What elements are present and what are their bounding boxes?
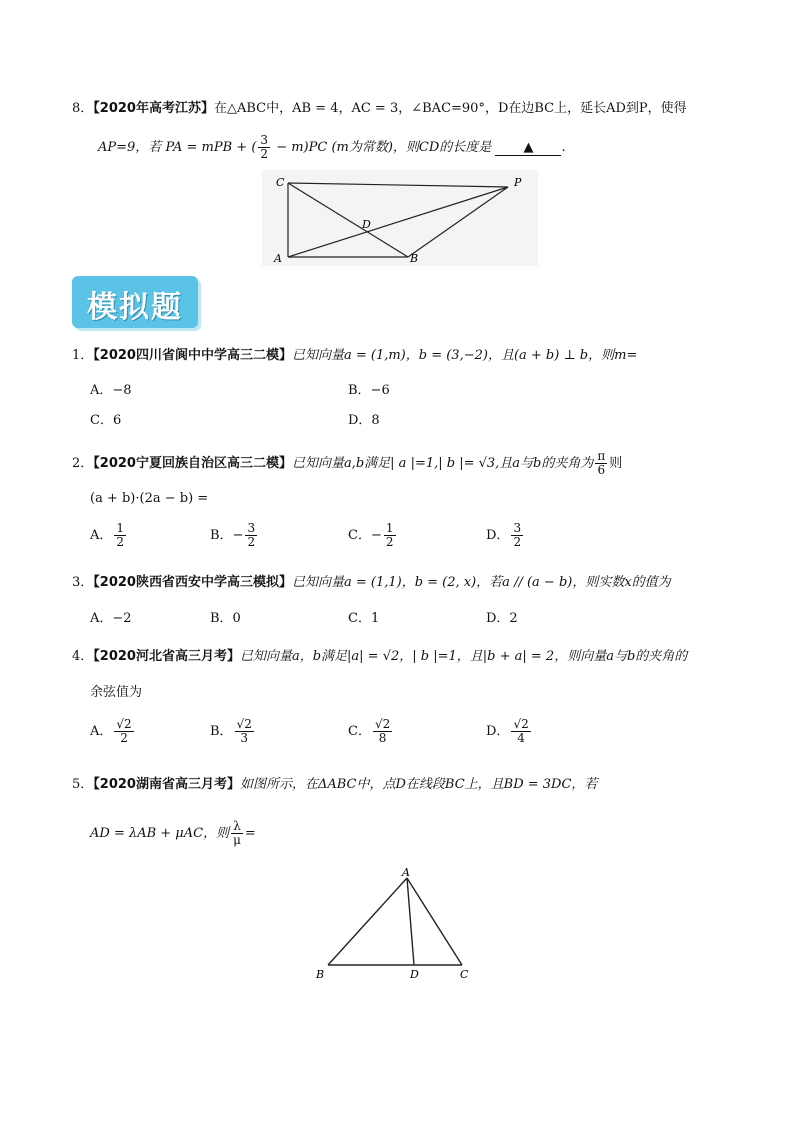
q1-option-a[interactable]: A．−8 <box>90 383 132 398</box>
q5-edge-ab <box>328 878 407 965</box>
q2-option-b[interactable]: B．− $\frac{3}{2}$ <box>210 521 256 549</box>
q3-option-d[interactable]: D．2 <box>486 611 518 626</box>
q2-angle-fraction: $\frac{\pi}{6}$ <box>597 449 606 477</box>
q8-fraction: $\frac{3}{2}$ <box>260 133 269 161</box>
q1-option-b[interactable]: B．−6 <box>348 383 390 398</box>
q8-text-a: AP=9，若 <box>98 140 162 155</box>
q2-stem: 2．【2020宁夏回族自治区高三二模】已知向量a,b满足| a |=1,| b |= √3,且a与b的夹角为 $\frac{\pi}{6}$ 则 <box>72 449 623 477</box>
q2-text: 已知向量a,b满足| a |=1,| b |= √3,且a与b的夹角为 <box>291 456 594 471</box>
q3-option-b[interactable]: B．0 <box>210 611 241 626</box>
q8-answer-blank <box>495 141 561 156</box>
q4-option-b[interactable]: B． $\frac{√2}{3}$ <box>210 717 252 745</box>
q2-expression: (a + b)·(2a − b) = <box>90 491 209 506</box>
q5-line2: AD = λAB + μAC，则 $\frac{\lambda}{\mu}$ = <box>90 819 256 847</box>
q5-label-a: A <box>402 866 410 879</box>
q8-text: 在△ABC中，AB = 4，AC = 3，∠BAC=90°，D在边BC上，延长AD到P，使得 <box>213 101 687 116</box>
q5-source: 【2020湖南省高三月考】 <box>93 777 240 792</box>
q2-option-a[interactable]: A． $\frac{1}{2}$ <box>90 521 125 549</box>
q8-label-c: C <box>276 176 285 189</box>
q4-option-d[interactable]: D． $\frac{√2}{4}$ <box>486 717 529 745</box>
q5-stem: 5．【2020湖南省高三月考】如图所示，在ΔABC中，点D在线段BC上，且BD = 3DC，若 <box>72 777 598 792</box>
q3-source: 【2020陕西省西安中学高三模拟】 <box>93 575 292 590</box>
q8-label-b: B <box>410 252 419 265</box>
q5-vector-eq: AD = λAB + μAC，则 <box>90 826 230 841</box>
q5-label-d: D <box>410 968 419 981</box>
q4-option-a[interactable]: A． $\frac{√2}{2}$ <box>90 717 132 745</box>
q5-label-b: B <box>316 968 325 981</box>
q3-text: 已知向量a = (1,1)，b = (2, x)，若a // (a − b)，则实数x的值为 <box>291 575 671 590</box>
q8-number: 8． <box>72 101 94 116</box>
triangle-marker-icon: ▲ <box>523 140 534 155</box>
q1-option-d[interactable]: D．8 <box>348 413 380 428</box>
q8-label-p: P <box>514 176 522 189</box>
q8-figure <box>262 170 538 266</box>
q8-text-e: − m)PC (m为常数)，则CD的长度是 <box>272 140 492 155</box>
q5-ratio-fraction: $\frac{\lambda}{\mu}$ <box>233 819 241 847</box>
q4-source: 【2020河北省高三月考】 <box>93 649 240 664</box>
q2-option-c[interactable]: C．− $\frac{1}{2}$ <box>348 521 394 549</box>
q5-segment-ad <box>407 878 414 965</box>
q1-stem: 1．【2020四川省阆中中学高三二模】已知向量a = (1,m)，b = (3,−2)，且(a + b) ⊥ b，则m= <box>72 348 638 363</box>
q8-line1 <box>72 100 687 118</box>
q8-label-a: A <box>274 252 282 265</box>
q8-vector-eq: PA = mPB + ( <box>165 140 257 155</box>
q5-label-c: C <box>460 968 469 981</box>
q8-line2: AP=9，若 PA = mPB + ( $\frac{3}{2}$ − m)PC (m为常数)，则CD的长度是 ▲ . <box>98 133 566 161</box>
section-badge-label: 模拟题 <box>87 290 183 325</box>
q8-label-d: D <box>362 218 371 231</box>
section-badge <box>72 276 198 328</box>
q3-stem: 3．【2020陕西省西安中学高三模拟】已知向量a = (1,1)，b = (2, x)，若a // (a − b)，则实数x的值为 <box>72 575 671 590</box>
q5-edge-ac <box>407 878 462 965</box>
q4-option-c[interactable]: C． $\frac{√2}{8}$ <box>348 717 391 745</box>
q4-text: 已知向量a，b满足|a| = √2，| b |=1，且|b + a| = 2，则向量a与b的夹角的 <box>239 649 688 664</box>
q1-option-c[interactable]: C．6 <box>90 413 122 428</box>
q3-option-a[interactable]: A．−2 <box>90 611 132 626</box>
q5-text: 如图所示，在ΔABC中，点D在线段BC上，且BD = 3DC，若 <box>239 777 598 792</box>
q3-option-c[interactable]: C．1 <box>348 611 380 626</box>
q4-stem: 4．【2020河北省高三月考】已知向量a，b满足|a| = √2，| b |=1，且|b + a| = 2，则向量a与b的夹角的 <box>72 649 688 664</box>
q2-source: 【2020宁夏回族自治区高三二模】 <box>93 456 292 471</box>
q5-figure <box>310 866 480 986</box>
q8-source: 【2020年高考江苏】 <box>93 101 214 116</box>
q1-text: 已知向量a = (1,m)，b = (3,−2)，且(a + b) ⊥ b，则m= <box>291 348 638 363</box>
q2-option-d[interactable]: D． $\frac{3}{2}$ <box>486 521 522 549</box>
q1-source: 【2020四川省阆中中学高三二模】 <box>93 348 292 363</box>
q4-text-line2: 余弦值为 <box>90 685 143 700</box>
